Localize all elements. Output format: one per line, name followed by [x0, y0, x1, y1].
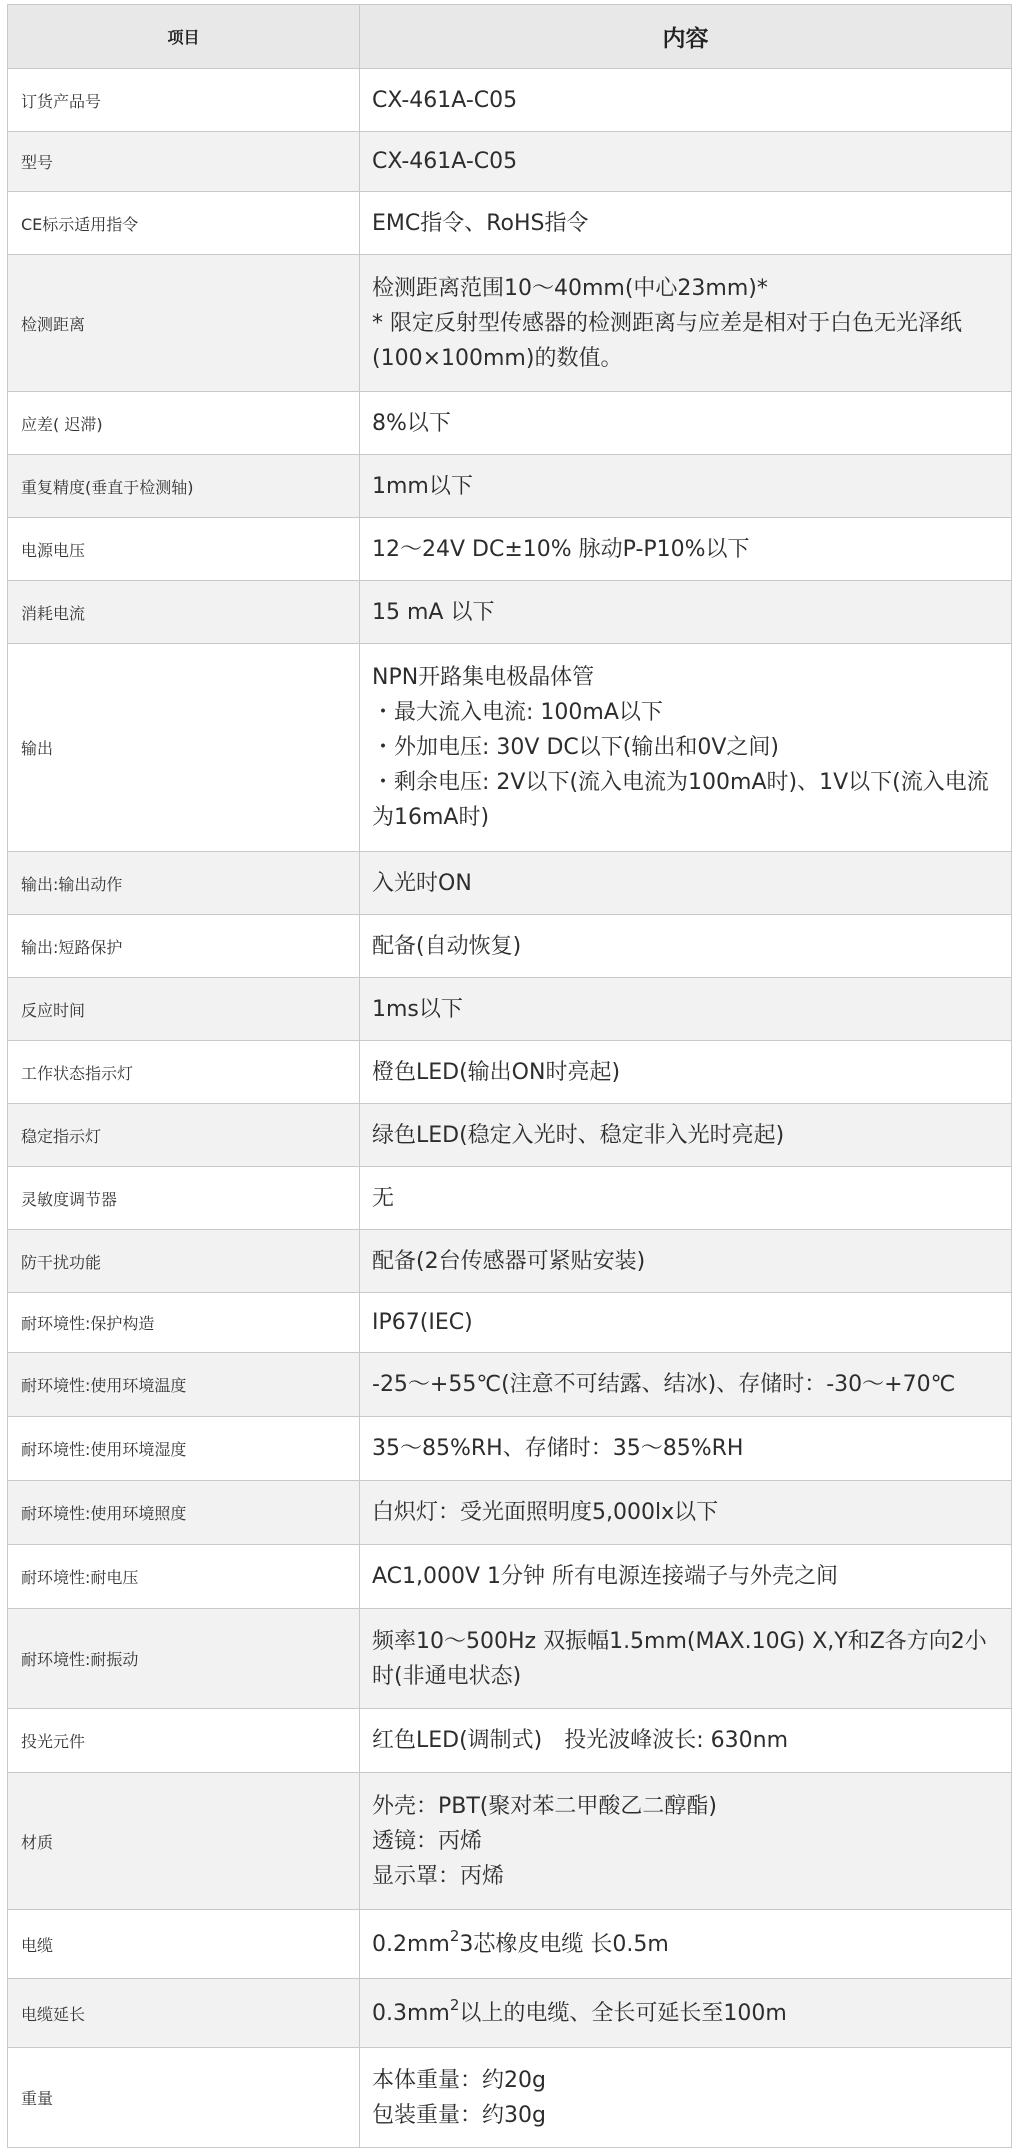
- row-label: 投光元件: [8, 1709, 360, 1773]
- row-value: [360, 1609, 1012, 1709]
- value-line: 白炽灯：受光面照明度5,000lx以下: [372, 1500, 719, 1525]
- value-pre: 0.3mm: [372, 2000, 450, 2026]
- row-label: 电源电压: [8, 518, 360, 581]
- value-line: 包装重量：约30g: [372, 2102, 546, 2128]
- value-line: * 限定反射型传感器的检测距离与应差是相对于白色无光泽纸(100×100mm)的数值。: [372, 310, 962, 371]
- table-row: [8, 1293, 1012, 1353]
- row-label: 稳定指示灯: [8, 1104, 360, 1167]
- value-line: 橙色LED(输出ON时亮起): [372, 1059, 621, 1085]
- table-row: [8, 1230, 1012, 1293]
- row-label: 防干扰功能: [8, 1230, 360, 1293]
- value-line: 红色LED(调制式) 投光波峰波长: 630nm: [372, 1728, 789, 1753]
- row-label: 耐环境性:使用环境温度: [8, 1353, 360, 1417]
- table-row: [8, 392, 1012, 455]
- value-line: 15 mA 以下: [372, 599, 495, 625]
- value-pre: 0.2mm: [372, 1931, 450, 1957]
- row-label: 耐环境性:使用环境照度: [8, 1481, 360, 1545]
- row-value: [360, 455, 1012, 518]
- value-line: 1mm以下: [372, 473, 473, 499]
- value-line: 1ms以下: [372, 996, 463, 1022]
- table-row: [8, 1773, 1012, 1910]
- table-row: [8, 1481, 1012, 1545]
- row-label: 消耗电流: [8, 581, 360, 644]
- value-line: -25～+55℃(注意不可结露、结冰)、存储时：-30～+70℃: [372, 1372, 956, 1397]
- row-value: [360, 1230, 1012, 1293]
- row-value: [360, 581, 1012, 644]
- value-line: 12～24V DC±10% 脉动P-P10%以下: [372, 536, 750, 562]
- table-row: [8, 1910, 1012, 1979]
- row-label: 电缆延长: [8, 1979, 360, 2048]
- table-row: [8, 1104, 1012, 1167]
- value-superscript: 2: [449, 1926, 460, 1945]
- table-header-row: [8, 5, 1012, 69]
- table-row: [8, 192, 1012, 255]
- table-row: [8, 1417, 1012, 1481]
- value-line: ・剩余电压: 2V以下(流入电流为100mA时)、1V以下(流入电流为16mA时): [372, 770, 989, 830]
- row-label: 检测距离: [8, 255, 360, 392]
- row-label: 应差( 迟滞): [8, 392, 360, 455]
- row-value: [360, 1353, 1012, 1417]
- row-value: [360, 1104, 1012, 1167]
- value-line: ・最大流入电流: 100mA以下: [372, 700, 663, 725]
- value-line: EMC指令、RoHS指令: [372, 210, 589, 236]
- row-label: 材质: [8, 1773, 360, 1910]
- row-label: 电缆: [8, 1910, 360, 1979]
- row-value: [360, 1481, 1012, 1545]
- value-post: 3芯橡皮电缆 长0.5m: [459, 1931, 669, 1957]
- row-value: [360, 915, 1012, 978]
- value-line: 配备(自动恢复): [372, 933, 522, 959]
- value-line: 入光时ON: [372, 870, 472, 896]
- table-row: [8, 852, 1012, 915]
- value-post: 以上的电缆、全长可延长至100m: [459, 2000, 787, 2026]
- value-line: IP67(IEC): [372, 1310, 473, 1335]
- table-row: [8, 1545, 1012, 1609]
- row-label: 型号: [8, 132, 360, 192]
- row-label: 重复精度(垂直于检测轴): [8, 455, 360, 518]
- table-row: [8, 2048, 1012, 2148]
- table-row: [8, 1609, 1012, 1709]
- table-row: [8, 915, 1012, 978]
- value-line: [372, 1996, 999, 2031]
- table-row: [8, 132, 1012, 192]
- value-line: ・外加电压: 30V DC以下(输出和0V之间): [372, 735, 779, 760]
- value-line: 透镜：丙烯: [372, 1828, 483, 1854]
- row-value: [360, 1910, 1012, 1979]
- table-row: [8, 69, 1012, 132]
- table-row: [8, 455, 1012, 518]
- table-row: [8, 1979, 1012, 2048]
- row-value: [360, 1417, 1012, 1481]
- table-row: [8, 1353, 1012, 1417]
- value-line: 检测距离范围10～40mm(中心23mm)*: [372, 275, 768, 301]
- row-value: [360, 852, 1012, 915]
- row-value: [360, 1709, 1012, 1773]
- value-line: 无: [372, 1185, 395, 1211]
- row-value: [360, 69, 1012, 132]
- value-superscript: 2: [449, 1995, 460, 2014]
- row-value: [360, 132, 1012, 192]
- row-value: [360, 1979, 1012, 2048]
- row-label: 反应时间: [8, 978, 360, 1041]
- value-line: NPN开路集电极晶体管: [372, 665, 595, 690]
- row-value: [360, 1041, 1012, 1104]
- row-value: [360, 2048, 1012, 2148]
- spec-table: [7, 4, 1012, 2148]
- row-value: [360, 255, 1012, 392]
- value-line: 35～85%RH、存储时：35～85%RH: [372, 1436, 744, 1461]
- value-line: 外壳：PBT(聚对苯二甲酸乙二醇酯): [372, 1793, 717, 1819]
- row-label: 工作状态指示灯: [8, 1041, 360, 1104]
- row-value: [360, 392, 1012, 455]
- table-row: [8, 978, 1012, 1041]
- row-value: [360, 978, 1012, 1041]
- value-line: 显示罩：丙烯: [372, 1863, 505, 1889]
- row-label: 输出:短路保护: [8, 915, 360, 978]
- row-value: [360, 192, 1012, 255]
- row-label: 耐环境性:保护构造: [8, 1293, 360, 1353]
- value-line: CX-461A-C05: [372, 87, 518, 113]
- row-label: CE标示适用指令: [8, 192, 360, 255]
- row-label: 耐环境性:使用环境湿度: [8, 1417, 360, 1481]
- spec-table-body: [8, 69, 1012, 2148]
- row-label: 耐环境性:耐电压: [8, 1545, 360, 1609]
- row-value: [360, 1167, 1012, 1230]
- value-line: AC1,000V 1分钟 所有电源连接端子与外壳之间: [372, 1564, 839, 1589]
- table-row: [8, 1167, 1012, 1230]
- table-row: [8, 1709, 1012, 1773]
- value-line: 频率10～500Hz 双振幅1.5mm(MAX.10G) X,Y和Z各方向2小时(非通电状态): [372, 1628, 987, 1689]
- row-label: 输出: [8, 644, 360, 852]
- table-row: [8, 1041, 1012, 1104]
- value-line: [372, 1927, 999, 1962]
- row-value: [360, 644, 1012, 852]
- row-value: [360, 1545, 1012, 1609]
- value-line: 绿色LED(稳定入光时、稳定非入光时亮起): [372, 1122, 785, 1148]
- table-row: [8, 255, 1012, 392]
- row-label: 耐环境性:耐振动: [8, 1609, 360, 1709]
- header-content: 内容: [360, 5, 1012, 69]
- value-line: 8%以下: [372, 410, 451, 436]
- value-line: CX-461A-C05: [372, 149, 518, 174]
- row-label: 灵敏度调节器: [8, 1167, 360, 1230]
- row-value: [360, 518, 1012, 581]
- row-label: 重量: [8, 2048, 360, 2148]
- table-row: [8, 518, 1012, 581]
- value-line: 配备(2台传感器可紧贴安装): [372, 1248, 646, 1274]
- header-item: 项目: [8, 5, 360, 69]
- table-row: [8, 581, 1012, 644]
- row-value: [360, 1293, 1012, 1353]
- row-label: 订货产品号: [8, 69, 360, 132]
- value-line: 本体重量：约20g: [372, 2067, 546, 2093]
- table-row: [8, 644, 1012, 852]
- row-value: [360, 1773, 1012, 1910]
- row-label: 输出:输出动作: [8, 852, 360, 915]
